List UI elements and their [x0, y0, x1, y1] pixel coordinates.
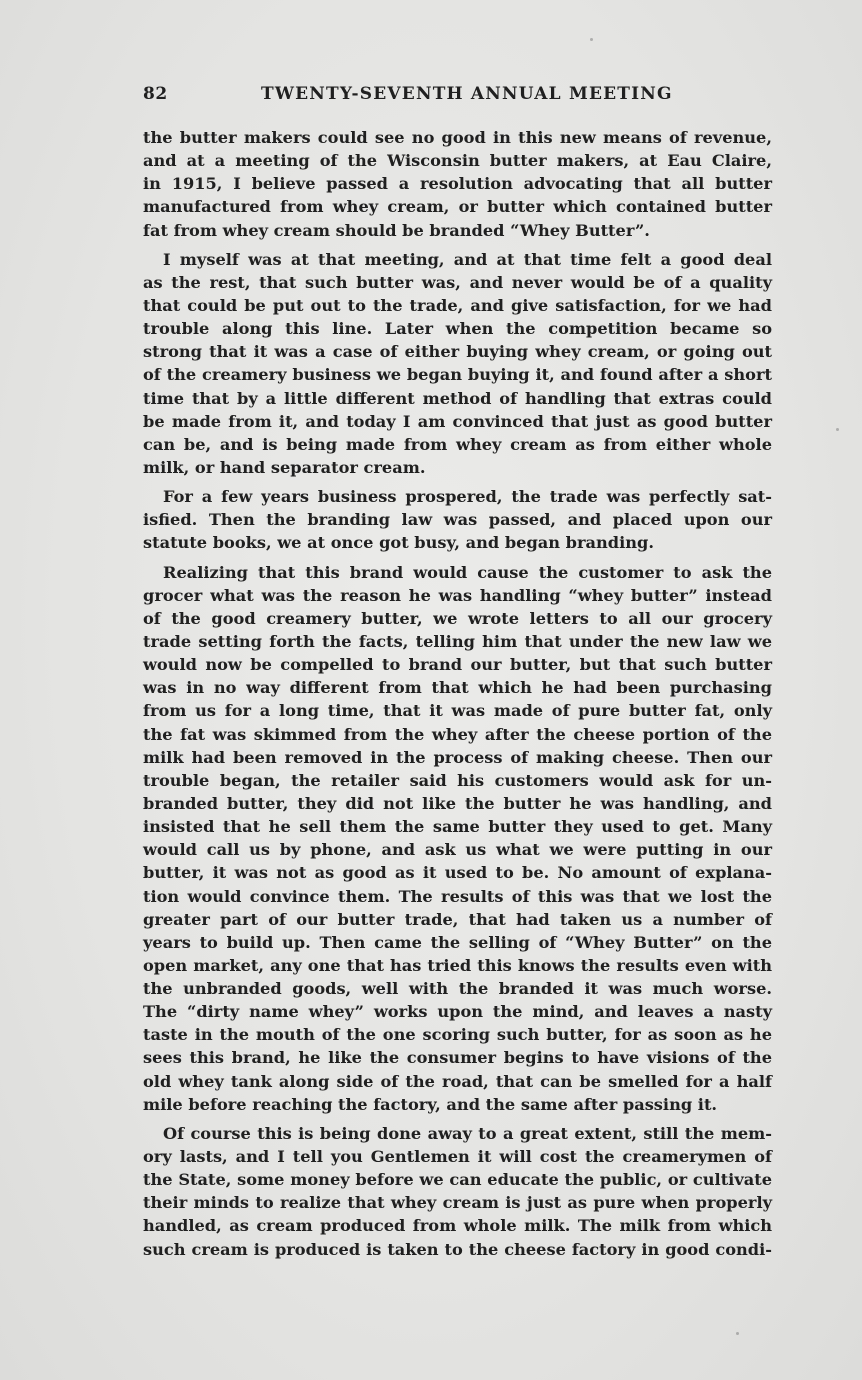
speck-mark: [590, 38, 593, 41]
text-line: such cream is produced is taken to the cheese factory in good condi-: [143, 1239, 772, 1259]
text-line: the fat was skimmed from the whey after the cheese portion of the: [143, 724, 772, 744]
text-line: the unbranded goods, well with the branded it was much worse.: [143, 979, 772, 999]
text-line: years to build up. Then came the selling of “Whey Butter” on the: [143, 932, 772, 952]
paragraph: [143, 485, 772, 554]
text-line: milk had been removed in the process of making cheese. Then our: [143, 747, 772, 767]
text-line: ory lasts, and I tell you Gentlemen it will cost the creamerymen of: [143, 1147, 772, 1167]
text-line: in 1915, I believe passed a resolution advocating that all butter: [143, 174, 772, 194]
text-line: For a few years business prospered, the trade was perfectly sat-: [163, 487, 772, 507]
text-line: and at a meeting of the Wisconsin butter makers, at Eau Claire,: [143, 151, 772, 171]
speck-mark: [736, 1332, 739, 1335]
page-header: [143, 84, 772, 108]
text-line: taste in the mouth of the one scoring such butter, for as soon as he: [143, 1025, 772, 1045]
text-line: of the creamery business we began buying it, and found after a short: [143, 365, 772, 385]
text-line: trouble along this line. Later when the competition became so: [143, 319, 772, 339]
text-line: trade setting forth the facts, telling him that under the new law we: [143, 631, 772, 651]
paragraph: [143, 561, 772, 1116]
text-line: greater part of our butter trade, that had taken us a number of: [143, 909, 772, 929]
text-line: the butter makers could see no good in this new means of revenue,: [143, 128, 772, 147]
text-line: fat from whey cream should be branded “Whey Butter”.: [143, 220, 650, 240]
text-line: be made from it, and today I am convinced that just as good butter: [143, 411, 772, 431]
text-line: insisted that he sell them the same butter they used to get. Many: [143, 817, 772, 837]
text-line: strong that it was a case of either buying whey cream, or going out: [143, 342, 772, 362]
paragraph: [143, 126, 772, 242]
text-line: of the good creamery butter, we wrote letters to all our grocery: [143, 608, 772, 628]
text-line: can be, and is being made from whey cream as from either whole: [143, 434, 772, 454]
text-line: handled, as cream produced from whole milk. The milk from which: [143, 1216, 772, 1236]
text-line: grocer what was the reason he was handling “whey butter” instead: [143, 585, 772, 605]
text-line: branded butter, they did not like the butter he was handling, and: [143, 793, 772, 813]
body-text: [143, 126, 772, 1267]
text-line: sees this brand, he like the consumer begins to have visions of the: [143, 1048, 772, 1068]
text-line: mile before reaching the factory, and the same after passing it.: [143, 1094, 718, 1114]
page-number: 82: [143, 84, 168, 104]
text-line: from us for a long time, that it was made of pure butter fat, only: [143, 701, 772, 721]
speck-mark: [836, 428, 839, 431]
paragraph: [143, 248, 772, 479]
text-line: trouble began, the retailer said his customers would ask for un-: [143, 770, 772, 790]
text-line: time that by a little different method of handling that extras could: [143, 388, 772, 408]
text-line: Realizing that this brand would cause the customer to ask the: [163, 562, 772, 582]
text-line: would now be compelled to brand our butter, but that such butter: [143, 655, 772, 675]
text-line: statute books, we at once got busy, and began branding.: [143, 533, 654, 553]
text-line: old whey tank along side of the road, that can be smelled for a half: [143, 1071, 772, 1091]
running-title: TWENTY-SEVENTH ANNUAL MEETING: [261, 84, 673, 104]
paragraph: [143, 1122, 772, 1261]
text-line: would call us by phone, and ask us what we were putting in our: [143, 840, 772, 860]
text-line: as the rest, that such butter was, and never would be of a quality: [143, 272, 772, 292]
text-line: tion would convince them. The results of this was that we lost the: [143, 886, 772, 906]
text-line: manufactured from whey cream, or butter which contained butter: [143, 197, 772, 217]
text-line: The “dirty name whey” works upon the mind, and leaves a nasty: [143, 1002, 772, 1022]
text-line: butter, it was not as good as it used to be. No amount of explana-: [143, 863, 772, 883]
text-line: milk, or hand separator cream.: [143, 457, 426, 477]
text-line: their minds to realize that whey cream is just as pure when properly: [143, 1193, 772, 1213]
text-line: isfied. Then the branding law was passed, and placed upon our: [143, 510, 772, 530]
text-line: open market, any one that has tried this knows the results even with: [143, 955, 772, 975]
text-line: Of course this is being done away to a great extent, still the mem-: [163, 1123, 772, 1143]
text-line: that could be put out to the trade, and give satisfaction, for we had: [143, 295, 772, 315]
text-line: I myself was at that meeting, and at that time felt a good deal: [163, 249, 772, 269]
text-line: the State, some money before we can educate the public, or cultivate: [143, 1170, 772, 1190]
text-line: was in no way different from that which he had been purchasing: [143, 678, 772, 698]
